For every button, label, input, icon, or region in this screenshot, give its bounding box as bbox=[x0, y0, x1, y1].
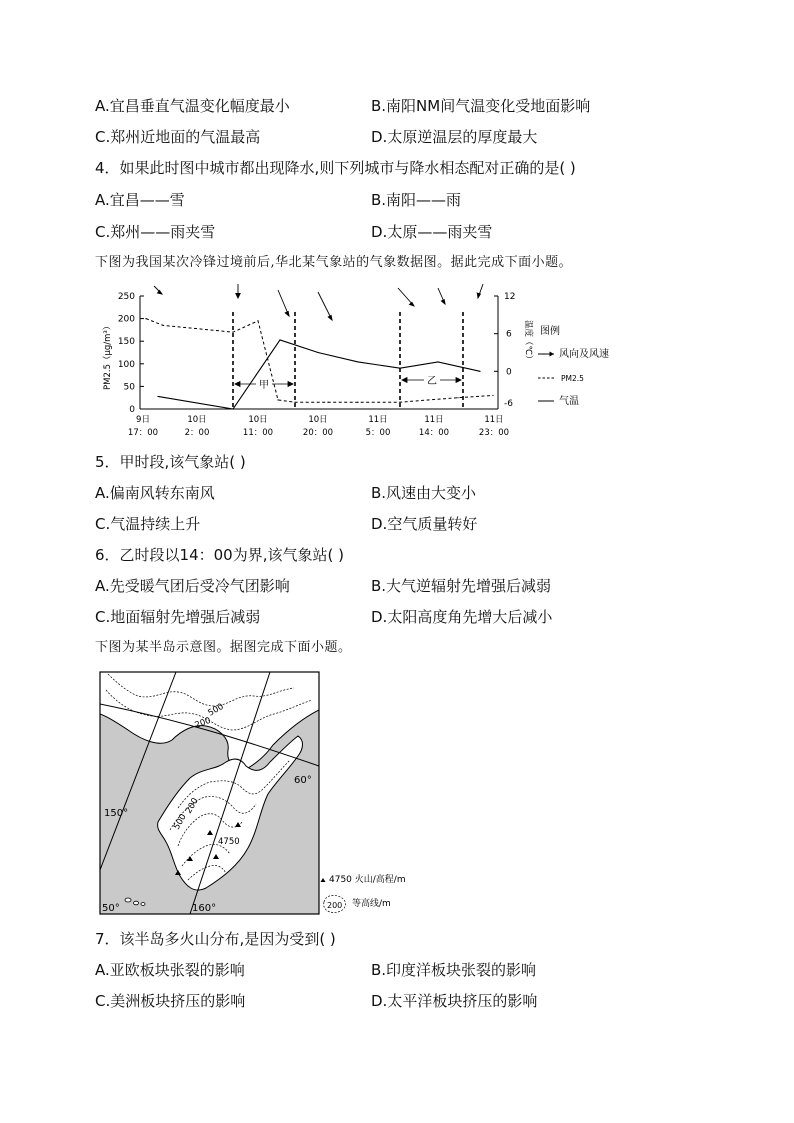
right-tick-label-12: 12 bbox=[504, 292, 516, 302]
q7-option-a[interactable]: A.亚欧板块张裂的影响 bbox=[95, 961, 245, 979]
q7-option-b[interactable]: B.印度洋板块张裂的影响 bbox=[371, 961, 537, 979]
pm25-data-point bbox=[277, 399, 278, 400]
q4-stem: 4．如果此时图中城市都出现降水,则下列城市与降水相态配对正确的是( ) bbox=[95, 159, 576, 177]
intro-peninsula-map: 下图为某半岛示意图。据图完成下面小题。 bbox=[95, 640, 352, 655]
map-legend bbox=[321, 873, 406, 913]
pm25-series-points bbox=[145, 318, 493, 403]
wind-arrow-7 bbox=[477, 284, 483, 298]
pm25-data-point bbox=[457, 397, 458, 398]
temperature-data-point bbox=[399, 368, 400, 369]
label-lon-160: 160° bbox=[192, 903, 217, 914]
pm25-data-point bbox=[327, 402, 328, 403]
q3-options-row-1 bbox=[95, 94, 715, 118]
q7-option-c[interactable]: C.美洲板块挤压的影响 bbox=[95, 992, 246, 1010]
temperature-data-point bbox=[279, 339, 280, 340]
right-ticks bbox=[494, 292, 515, 409]
q3-option-a[interactable]: A.宜昌垂直气温变化幅度最小 bbox=[95, 97, 290, 115]
pm25-series-line bbox=[146, 319, 493, 403]
left-tick-label-0: 0 bbox=[129, 405, 135, 415]
left-tick-label-50: 50 bbox=[123, 382, 135, 393]
q3-option-c[interactable]: C.郑州近地面的气温最高 bbox=[95, 128, 261, 146]
label-lat-50: 50° bbox=[102, 903, 120, 914]
x-tick-time-1: 17：00 bbox=[127, 428, 159, 438]
q3-option-d[interactable]: D.太原逆温层的厚度最大 bbox=[371, 128, 538, 146]
q4-option-a[interactable]: A.宜昌——雪 bbox=[95, 191, 185, 209]
x-tick-time-4: 20：00 bbox=[302, 428, 334, 438]
wind-arrow-6 bbox=[438, 288, 445, 304]
peak-elevation-label: 4750 bbox=[218, 837, 240, 847]
q3-options-row-2 bbox=[95, 125, 715, 149]
legend-wind-label: 风向及风速 bbox=[559, 349, 609, 360]
right-tick-label-0: 0 bbox=[506, 367, 512, 378]
legend-volcano-icon bbox=[321, 878, 326, 882]
temperature-data-point bbox=[157, 396, 158, 397]
temperature-data-point bbox=[232, 408, 233, 409]
q7-options-row-2 bbox=[95, 989, 715, 1013]
q4-options-row-1 bbox=[95, 188, 715, 212]
pm25-data-point bbox=[145, 318, 146, 319]
q6-option-a[interactable]: A.先受暖气团后受冷气团影响 bbox=[95, 577, 290, 595]
wind-arrow-1 bbox=[154, 286, 162, 294]
x-tick-time-6: 14：00 bbox=[418, 428, 450, 438]
wind-arrow-3 bbox=[278, 290, 289, 316]
contour-label-200-peninsula: 200 bbox=[183, 796, 201, 816]
temperature-data-point bbox=[437, 361, 438, 362]
pm25-data-point bbox=[492, 395, 493, 396]
right-axis-label: 温度（℃） bbox=[523, 320, 533, 364]
pm25-data-point bbox=[357, 402, 358, 403]
pm25-data-point bbox=[257, 320, 258, 321]
q5-option-c[interactable]: C.气温持续上升 bbox=[95, 515, 201, 533]
q5-option-b[interactable]: B.风速由大变小 bbox=[371, 484, 477, 502]
wind-arrow-2 bbox=[236, 284, 240, 298]
x-tick-time-7: 23：00 bbox=[478, 428, 510, 438]
x-tick-day-5: 11日 bbox=[368, 415, 388, 425]
left-axis-label: PM2.5（μg/m³） bbox=[103, 321, 113, 390]
x-tick-day-7: 11日 bbox=[484, 415, 504, 425]
legend-temp-label: 气温 bbox=[559, 396, 579, 407]
q7-stem: 7．该半岛多火山分布,是因为受到( ) bbox=[95, 930, 336, 948]
q4-option-d[interactable]: D.太原——雨夹雪 bbox=[371, 223, 493, 241]
q7-options-row-1 bbox=[95, 958, 715, 982]
contour-label-500-north: 500 bbox=[206, 701, 226, 719]
legend-volcano-label: 4750 火山/高程/m bbox=[329, 875, 406, 885]
period-jia-label: 甲 bbox=[259, 380, 269, 391]
label-lat-60: 60° bbox=[294, 775, 312, 786]
x-tick-day-3: 10日 bbox=[248, 415, 268, 425]
right-tick-label-neg6: -6 bbox=[504, 399, 513, 409]
pm25-data-point bbox=[232, 332, 233, 333]
q6-stem: 6．乙时段以14：00为界,该气象站( ) bbox=[95, 546, 344, 564]
x-tick-time-5: 5：00 bbox=[365, 428, 391, 438]
legend-title: 图例 bbox=[540, 326, 560, 337]
island-1 bbox=[125, 898, 131, 902]
x-tick-time-2: 2：00 bbox=[184, 428, 210, 438]
pm25-data-point bbox=[399, 402, 400, 403]
q5-option-a[interactable]: A.偏南风转东南风 bbox=[95, 484, 215, 502]
q6-options-row-2 bbox=[95, 605, 715, 629]
legend-contour-number: 200 bbox=[327, 901, 343, 910]
label-lon-150: 150° bbox=[104, 808, 129, 819]
left-tick-label-100: 100 bbox=[117, 359, 135, 370]
q3-option-b[interactable]: B.南阳NM间气温变化受地面影响 bbox=[371, 97, 591, 115]
period-yi-label: 乙 bbox=[427, 376, 437, 387]
period-markers bbox=[233, 312, 463, 409]
x-tick-day-2: 10日 bbox=[187, 415, 207, 425]
contour-label-200-north: 200 bbox=[193, 715, 213, 731]
contour-label-500-peninsula: 500 bbox=[171, 812, 189, 832]
q5-options-row-2 bbox=[95, 512, 715, 536]
weather-chart bbox=[98, 282, 618, 442]
intro-weather-chart: 下图为我国某次冷锋过境前后,华北某气象站的气象数据图。据此完成下面小题。 bbox=[95, 255, 573, 270]
q6-option-b[interactable]: B.大气逆辐射先增强后减弱 bbox=[371, 577, 552, 595]
legend-pm-label: PM2.5 bbox=[561, 374, 584, 383]
wind-arrow-4 bbox=[318, 292, 332, 320]
temperature-data-point bbox=[479, 371, 480, 372]
legend-contour-label: 等高线/m bbox=[352, 899, 391, 909]
q4-option-b[interactable]: B.南阳——雨 bbox=[371, 191, 462, 209]
left-tick-label-200: 200 bbox=[117, 314, 135, 325]
wind-arrows bbox=[154, 284, 483, 320]
temperature-data-point bbox=[357, 361, 358, 362]
q6-option-c[interactable]: C.地面辐射先增强后减弱 bbox=[95, 608, 261, 626]
q5-option-d[interactable]: D.空气质量转好 bbox=[371, 515, 478, 533]
x-ticks bbox=[128, 415, 509, 438]
x-tick-day-4: 10日 bbox=[308, 415, 328, 425]
q5-stem: 5．甲时段,该气象站( ) bbox=[95, 453, 246, 471]
q6-option-d[interactable]: D.太阳高度角先增大后减小 bbox=[371, 608, 553, 626]
q6-options-row-1 bbox=[95, 574, 715, 598]
left-tick-label-150: 150 bbox=[117, 337, 135, 348]
pm25-data-point bbox=[162, 325, 163, 326]
pm25-data-point bbox=[427, 399, 428, 400]
chart-legend bbox=[538, 324, 609, 407]
right-tick-label-6: 6 bbox=[506, 329, 512, 340]
x-tick-time-3: 11：00 bbox=[242, 428, 274, 438]
wind-arrow-5 bbox=[398, 288, 414, 306]
x-tick-day-1: 9日 bbox=[136, 415, 150, 425]
q4-options-row-2 bbox=[95, 220, 715, 244]
q4-option-c[interactable]: C.郑州——雨夹雪 bbox=[95, 223, 216, 241]
temperature-data-point bbox=[317, 352, 318, 353]
left-tick-label-250: 250 bbox=[117, 292, 135, 302]
q5-options-row-1 bbox=[95, 481, 715, 505]
island-2 bbox=[134, 901, 139, 905]
q7-option-d[interactable]: D.太平洋板块挤压的影响 bbox=[371, 992, 538, 1010]
island-3 bbox=[141, 903, 145, 906]
peninsula-map bbox=[98, 670, 428, 918]
x-tick-day-6: 11日 bbox=[424, 415, 444, 425]
pm25-data-point bbox=[294, 402, 295, 403]
